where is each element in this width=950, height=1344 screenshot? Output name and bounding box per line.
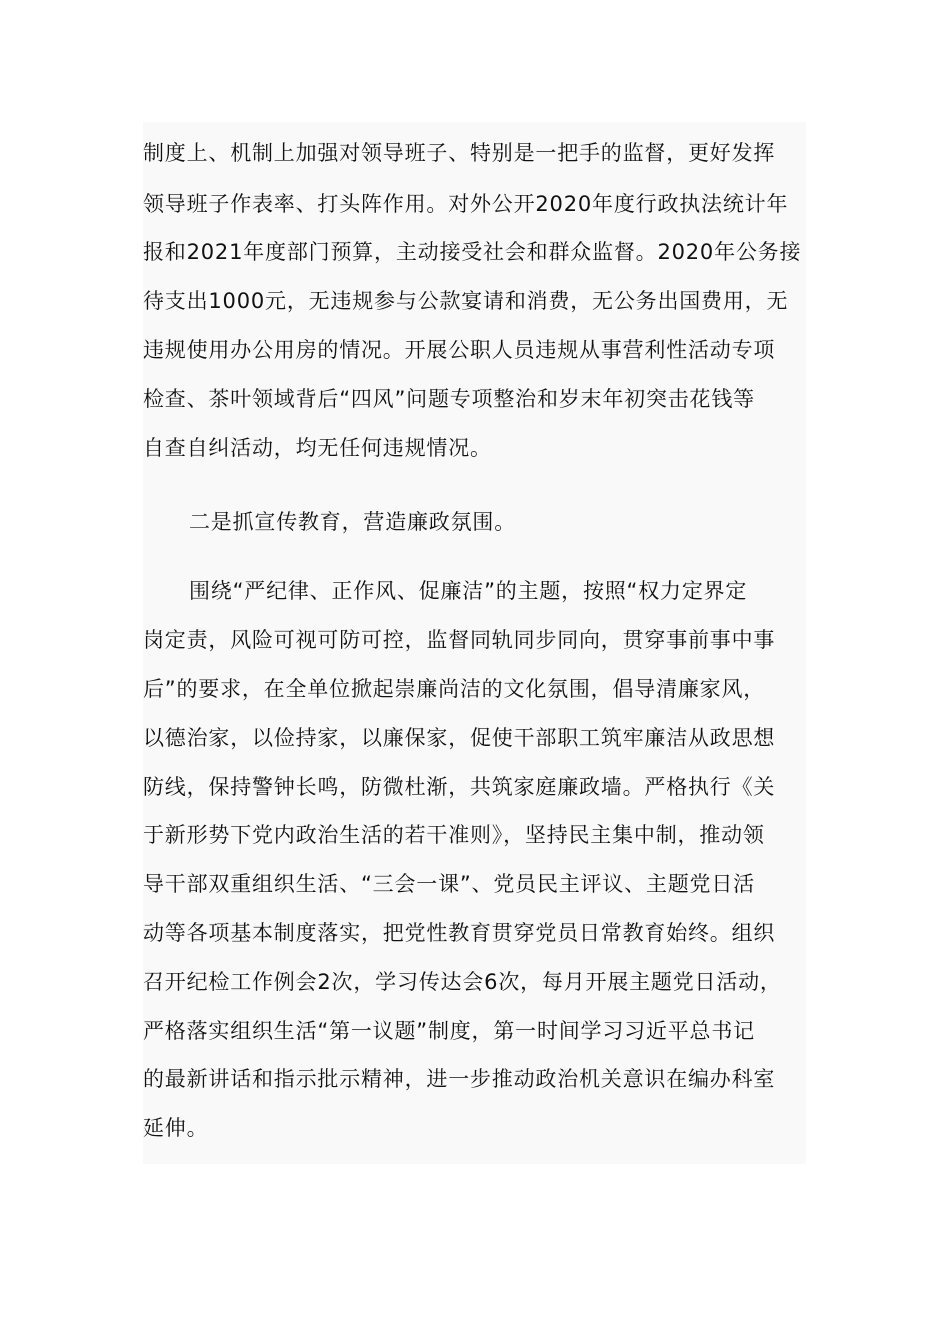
text-line: 防线，保持警钟长鸣，防微杜渐，共筑家庭廉政墙。严格执行《关 (143, 775, 776, 799)
text-line: 待支出1000元，无违规参与公款宴请和消费，无公务出国费用，无 (143, 289, 789, 313)
text-line: 召开纪检工作例会2次，学习传达会6次，每月开展主题党日活动， (143, 970, 782, 994)
text-line: 检查、茶叶领域背后“四风”问题专项整治和岁末年初突击花钱等 (143, 387, 755, 411)
text-line: 于新形势下党内政治生活的若干准则》，坚持民主集中制，推动领 (143, 823, 765, 847)
text-line: 以德治家，以俭持家，以廉保家，促使干部职工筑牢廉洁从政思想 (143, 726, 776, 750)
text-line: 严格落实组织生活“第一议题”制度，第一时间学习习近平总书记 (143, 1019, 755, 1043)
text-line: 后”的要求，在全单位掀起崇廉尚洁的文化氛围，倡导清廉家风， (143, 677, 766, 701)
text-line: 导干部双重组织生活、“三会一课”、党员民主评议、主题党日活 (143, 872, 755, 896)
text-line: 报和2021年度部门预算，主动接受社会和群众监督。2020年公务接 (143, 240, 802, 264)
text-line: 围绕“严纪律、正作风、促廉洁”的主题，按照“权力定界定 (189, 579, 748, 603)
text-line: 制度上、机制上加强对领导班子、特别是一把手的监督，更好发挥 (143, 141, 776, 165)
text-line: 岗定责，风险可视可防可控，监督同轨同步同向，贯穿事前事中事 (143, 628, 776, 652)
text-line: 违规使用办公用房的情况。开展公职人员违规从事营利性活动专项 (143, 338, 776, 362)
text-line: 延伸。 (143, 1116, 209, 1140)
text-block-lower (143, 478, 806, 1164)
text-line: 的最新讲话和指示批示精神，进一步推动政治机关意识在编办科室 (143, 1067, 776, 1091)
text-line: 领导班子作表率、打头阵作用。对外公开2020年度行政执法统计年 (143, 192, 789, 216)
text-line: 自查自纠活动，均无任何违规情况。 (143, 436, 492, 460)
text-block-upper (143, 122, 806, 478)
text-line: 动等各项基本制度落实，把党性教育贯穿党员日常教育始终。组织 (143, 921, 776, 945)
section-heading: 二是抓宣传教育，营造廉政氛围。 (189, 510, 516, 534)
